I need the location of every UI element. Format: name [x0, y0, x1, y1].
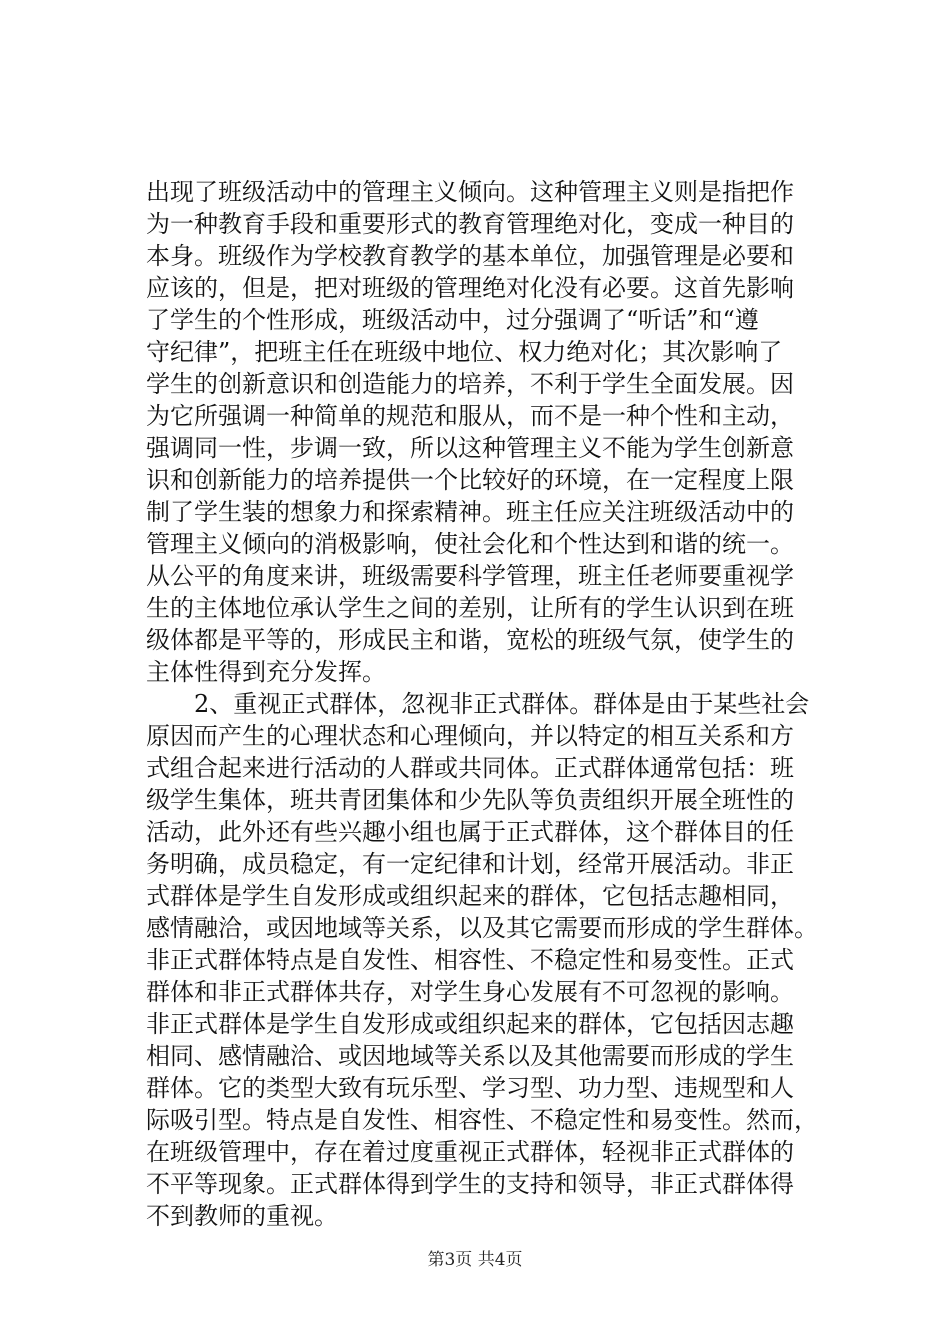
text-line: 为它所强调一种简单的规范和服从，而不是一种个性和主动， [146, 402, 794, 430]
text-line: 了学生的个性形成，班级活动中，过分强调了“听话”和“遵 [146, 306, 759, 334]
text-line: 守纪律”，把班主任在班级中地位、权力绝对化；其次影响了 [146, 338, 783, 366]
text-line: 制了学生装的想象力和探索精神。班主任应关注班级活动中的 [146, 498, 794, 526]
text-line: 级学生集体，班共青团集体和少先队等负责组织开展全班性的 [146, 786, 794, 814]
text-line: 强调同一性，步调一致，所以这种管理主义不能为学生创新意 [146, 434, 794, 462]
text-line: 为一种教育手段和重要形式的教育管理绝对化，变成一种目的 [146, 210, 794, 238]
paragraph-start-line: 2、重视正式群体，忽视非正式群体。群体是由于某些社会 [194, 690, 810, 718]
text-line: 群体和非正式群体共存，对学生身心发展有不可忽视的影响。 [146, 978, 794, 1006]
text-line: 应该的，但是，把对班级的管理绝对化没有必要。这首先影响 [146, 274, 794, 302]
text-line: 非正式群体特点是自发性、相容性、不稳定性和易变性。正式 [146, 946, 794, 974]
text-line: 不到教师的重视。 [146, 1202, 338, 1230]
text-line: 群体。它的类型大致有玩乐型、学习型、功力型、违规型和人 [146, 1074, 794, 1102]
text-line: 学生的创新意识和创造能力的培养，不利于学生全面发展。因 [146, 370, 794, 398]
text-line: 本身。班级作为学校教育教学的基本单位，加强管理是必要和 [146, 242, 794, 270]
text-line: 务明确，成员稳定，有一定纪律和计划，经常开展活动。非正 [146, 850, 794, 878]
text-line: 原因而产生的心理状态和心理倾向，并以特定的相互关系和方 [146, 722, 794, 750]
text-line: 式组合起来进行活动的人群或共同体。正式群体通常包括：班 [146, 754, 794, 782]
body-text [146, 176, 818, 1232]
text-line: 生的主体地位承认学生之间的差别，让所有的学生认识到在班 [146, 594, 794, 622]
text-line: 从公平的角度来讲，班级需要科学管理，班主任老师要重视学 [146, 562, 794, 590]
text-line: 活动，此外还有些兴趣小组也属于正式群体，这个群体目的任 [146, 818, 794, 846]
text-line: 级体都是平等的，形成民主和谐，宽松的班级气氛，使学生的 [146, 626, 794, 654]
text-line: 感情融洽，或因地域等关系，以及其它需要而形成的学生群体。 [146, 914, 818, 942]
text-line: 管理主义倾向的消极影响，使社会化和个性达到和谐的统一。 [146, 530, 794, 558]
text-line: 识和创新能力的培养提供一个比较好的环境，在一定程度上限 [146, 466, 794, 494]
text-line: 主体性得到充分发挥。 [146, 658, 386, 686]
text-line: 非正式群体是学生自发形成或组织起来的群体，它包括因志趣 [146, 1010, 794, 1038]
text-line: 相同、感情融洽、或因地域等关系以及其他需要而形成的学生 [146, 1042, 794, 1070]
text-line: 在班级管理中，存在着过度重视正式群体，轻视非正式群体的 [146, 1138, 794, 1166]
text-line: 际吸引型。特点是自发性、相容性、不稳定性和易变性。然而， [146, 1106, 818, 1134]
text-line: 不平等现象。正式群体得到学生的支持和领导，非正式群体得 [146, 1170, 794, 1198]
text-line: 出现了班级活动中的管理主义倾向。这种管理主义则是指把作 [146, 178, 794, 206]
text-line: 式群体是学生自发形成或组织起来的群体，它包括志趣相同， [146, 882, 794, 910]
page-number-footer: 第3页 共4页 [427, 1250, 523, 1270]
